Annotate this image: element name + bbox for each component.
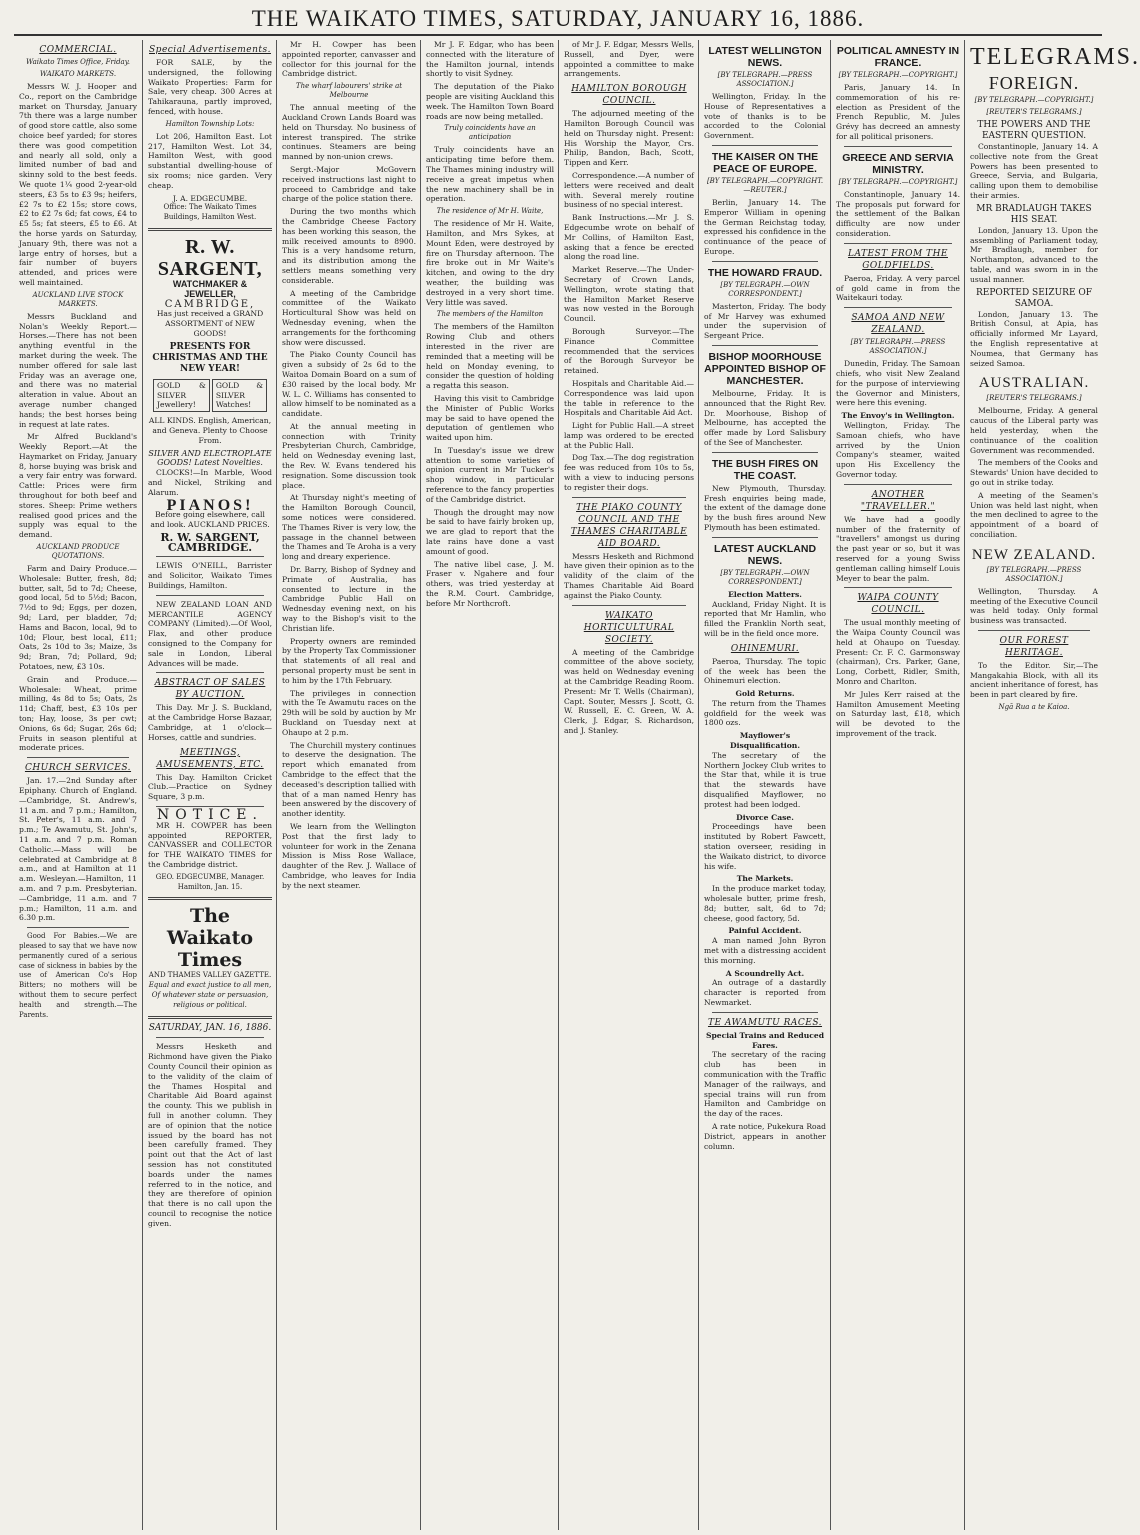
paragraph: In the produce market today, wholesale butter, prime fresh, 8d; butter, salt, 6d to 7d; cheese, good factory, 5d. [704, 884, 826, 923]
subheading: The Markets. [736, 874, 794, 884]
advert-headline: PRESENTS FOR CHRISTMAS AND THE NEW YEAR! [152, 341, 268, 374]
paragraph: Grain and Produce.—Wholesale: Wheat, prime milling, 4s 8d to 5s; Oats, 2s 11d; Chaff, best, £3 10s per ton; Hay, loose, 3s per cwt; Onions, 6s 6d; Sugar, 26s 6d; Fruits in season plentiful at moderate prices. [19, 674, 137, 753]
subheading: [BY TELEGRAPH.—COPYRIGHT.] [974, 96, 1094, 104]
subheading: [BY TELEGRAPH.—OWN CORRESPONDENT.] [720, 280, 810, 298]
subheading: Truly coincidents have an anticipation [444, 124, 536, 142]
advert-name: R. W. SARGENT, [157, 235, 263, 280]
divider [156, 1037, 264, 1038]
subheading: [BY TELEGRAPH.—COPYRIGHT.—REUTER.] [706, 176, 824, 194]
subheading: Special Trains and Reduced Fares. [705, 1030, 825, 1050]
column-borough-council [558, 40, 699, 1530]
section-heading: POLITICAL AMNESTY IN FRANCE. [836, 45, 960, 69]
section-heading: ANOTHER "TRAVELLER." [860, 489, 936, 512]
paragraph: Mr H. Cowper has been appointed reporter, canvasser and collector for this journal for the Cambridge district. [282, 40, 416, 79]
section-heading: THE BUSH FIRES ON THE COAST. [711, 457, 819, 482]
column-cables [830, 40, 965, 1530]
paragraph: An outrage of a dastardly character is reported from Newmarket. [704, 978, 826, 1007]
paragraph: Dr. Barry, Bishop of Sydney and Primate of Australia, has consented to lecture in the Cambridge Public Hall on Wednesday evening next, on his way to the Bishop's visit to the Christian life. [282, 565, 416, 633]
column-telegraph-news [698, 40, 831, 1530]
paragraph: Property owners are reminded by the Property Tax Commissioner that statements of all real and personal property must be sent in to him by the 17th February. [282, 636, 416, 685]
subheading: [BY TELEGRAPH.—PRESS ASSOCIATION.] [850, 338, 946, 356]
section-heading: SAMOA AND NEW ZEALAND. [851, 313, 945, 336]
divider [844, 307, 952, 308]
section-heading: LATEST AUCKLAND NEWS. [713, 542, 817, 567]
paragraph: Paeroa, Thursday. The topic of the week has been the Ohinemuri election. [704, 656, 826, 686]
subheading: The Envoy's in Wellington. [841, 411, 955, 421]
subheading: A Scoundrelly Act. [725, 968, 805, 978]
notice-text: MR H. COWPER has been appointed REPORTER, CANVASSER and COLLECTOR for THE WAIKATO TIMES for the Cambridge district. [148, 820, 272, 870]
paragraph: Borough Surveyor.—The Finance Committee recommended that the services of the Borough Surveyor be retained. [564, 326, 694, 376]
divider [844, 243, 952, 244]
divider [844, 484, 952, 485]
paragraph: During the two months which the Cambridge Cheese Factory has been working this season, the milk received amounts to 8900. This is a very handsome return, and its distribution among the settlers means something very considerable. [282, 207, 416, 285]
section-heading: MEETINGS, AMUSEMENTS, ETC. [156, 747, 264, 770]
advert-text: ALL KINDS. English, American, and Geneva. Plenty to Choose From. [148, 416, 272, 445]
new-zealand-heading: NEW ZEALAND. [971, 546, 1097, 563]
subheading: The members of the Hamilton [436, 310, 544, 319]
divider [156, 595, 264, 596]
paragraph: New Plymouth, Thursday. Fresh enquiries being made, the extent of the damage done by the bush fires around New Plymouth has been estimated. [704, 483, 826, 532]
section-heading: WAIKATO HORTICULTURAL SOCIETY. [583, 610, 675, 645]
divider [978, 630, 1090, 631]
advert-text: LEWIS O'NEILL, Barrister and Solicitor, Waikato Times Buildings, Hamilton. [148, 561, 272, 591]
advert-text: NEW ZEALAND LOAN AND MERCANTILE AGENCY COMPANY (Limited).—Of Wool, Flax, and other produce consigned to the Company for sale in London, Liberal Advances will be made. [148, 599, 272, 668]
paragraph: The Churchill mystery continues to deserve the designation. The report which emanated from Cambridge to the effect that the deceased's description tallied with that of a man named Henry has been answered by the discovery of another identity. [282, 740, 416, 819]
paragraph: This Day. Hamilton Cricket Club.—Practice on Sydney Square, 3 p.m. [148, 772, 272, 802]
advert-box: GOLD & SILVER Jewellery! [153, 379, 210, 412]
paragraph: A meeting of the Cambridge committee of the Waikato Horticultural Show was held on Wednesday evening, when the arrangements for the forthcoming show were discussed. [282, 288, 416, 347]
signature: J. A. EDGECUMBE. [172, 193, 248, 203]
subheading: Mayflower's Disqualification. [730, 731, 800, 751]
paragraph: Masterton, Friday. The body of Mr Harvey was exhumed under the supervision of Sergeant Price. [704, 301, 826, 341]
subheading: MR BRADLAUGH TAKES HIS SEAT. [976, 203, 1092, 225]
paragraph: Dog Tax.—The dog registration fee was reduced from 10s to 5s, with a view to inducing persons to register their dogs. [564, 453, 694, 492]
advert-box: GOLD & SILVER Watches! [212, 379, 267, 412]
divider [156, 672, 264, 673]
advert-headline: SILVER AND ELECTROPLATE GOODS! Latest Novelties. [148, 448, 272, 468]
advert-trade: WATCHMAKER & JEWELLER, [172, 278, 248, 299]
divider [572, 605, 686, 606]
advert-name: R. W. SARGENT, CAMBRIDGE. [160, 530, 260, 554]
paragraph: The deputation of the Piako people are visiting Auckland this week. The Hamilton Town Board roads are now being metalled. [426, 82, 554, 121]
paragraph: Dunedin, Friday. The Samoan chiefs, who visit New Zealand for the purpose of interviewing the Governor and Ministers, were here this evening. [836, 359, 960, 408]
column-advertisements [142, 40, 277, 1530]
paper-title: The Waikato Times [166, 905, 254, 972]
paragraph: Farm and Dairy Produce.—Wholesale: Butter, fresh, 8d; butter, salt, 5d to 7d; Cheese, good local, 5d to 5½d; Bacon, 7½d to 9d; Eggs, per dozen, 9d; Lard, per bladder, 7d; Hams and Bacon, local, 9d to 10d; Flour, best local, £11; Oats, 2s 10d to 3s; Maize, 3s 9d; Bran, 7d; Pollard, 9d; Potatoes, new, £3 10s. [19, 564, 137, 672]
section-heading: CHURCH SERVICES. [24, 763, 132, 774]
paper-motto: Equal and exact justice to all men, Of whatever state or persuasion, religious or political. [148, 981, 272, 1009]
paper-subtitle: AND THAMES VALLEY GAZETTE. [148, 971, 272, 980]
paragraph: In Tuesday's issue we drew attention to some varieties of opinion current in Mr Tucker's shop window, in particular reference to the fancy properties of the Cambridge district. [426, 445, 554, 504]
signature-address: Office: The Waikato Times Buildings, Hamilton West. [163, 203, 257, 222]
paragraph: We have had a goodly number of the fraternity of "travellers" amongst us during the past year or so, but it was reserved for a young Swiss gentleman calling himself Louis Meyer to bear the palm. [836, 514, 960, 583]
paragraph: The secretary of the Northern Jockey Club writes to the Star that, while it is true that the stewards have disqualified Mayflower, no protest had been lodged. [704, 750, 826, 809]
paragraph: Hospitals and Charitable Aid.—Correspondence was laid upon the table in reference to the Hospitals and Charitable Aid Act. [564, 378, 694, 418]
subheading: REPORTED SEIZURE OF SAMOA. [975, 287, 1092, 309]
paragraph: To the Editor. Sir,—The Mangakahia Block, with all its ancient inheritance of forest, has been in part cleared by fire. [970, 660, 1098, 700]
subheading: [REUTER'S TELEGRAMS.] [986, 108, 1082, 116]
paragraph: Auckland, Friday Night. It is reported that Mr Hamlin, who filled the Franklin North seat, will be in the field once more. [704, 599, 826, 638]
paragraph: This Day. Mr J. S. Buckland, at the Cambridge Horse Bazaar, Cambridge, at 1 o'clock—Horses, cattle and sundries. [148, 703, 272, 742]
section-heading: ABSTRACT OF SALES BY AUCTION. [154, 678, 266, 701]
subheading: The wharf labourers' strike at Melbourne [295, 82, 403, 100]
leader-dateline: SATURDAY, JAN. 16, 1886. [148, 1022, 272, 1033]
paragraph: A meeting of the Seamen's Union was held last night, when the men declined to agree to the appointment of a board of conciliation. [970, 490, 1098, 539]
paragraph: A meeting of the Cambridge committee of the above society, was held on Wednesday evening at the Cambridge Reading Room. Present: Mr T. Wells (Chairman), Capt. Souter, Messrs J. Scott, G. W. Russell, E. C. Green, W. A. Clerk, J. Edgar, S. Richardson, and J. Stanley. [564, 647, 694, 736]
paragraph: of Mr J. F. Edgar, Messrs Wells, Russell, and Dyer, were appointed a committee to make arrangements. [564, 40, 694, 79]
paragraph: The members of the Cooks and Stewards' Union have decided to go out in strike today. [970, 458, 1098, 487]
paragraph: Paris, January 14. In commemoration of his re-election as President of the French Republic, M. Jules Grévy has decreed an amnesty for all political prisoners. [836, 83, 960, 141]
subheading: Divorce Case. [736, 812, 794, 822]
section-heading: LATEST WELLINGTON NEWS. [708, 45, 822, 69]
divider [712, 261, 818, 262]
advert-text: Has just received a GRAND ASSORTMENT of NEW GOODS! [156, 309, 264, 338]
section-heading: OUR FOREST HERITAGE. [999, 635, 1069, 658]
section-heading: HAMILTON BOROUGH COUNCIL. [571, 84, 687, 107]
divider [572, 497, 686, 498]
subheading: [REUTER'S TELEGRAMS.] [986, 394, 1082, 403]
paragraph: We learn from the Wellington Post that the first lady to volunteer for work in the Zenana Mission is Miss Rose Wallace, daughter of the Rev. J. Wallace of Cambridge, who leaves for India by the next steamer. [282, 821, 416, 890]
dateline: Waikato Times Office, Friday. [26, 58, 130, 66]
section-heading: Special Advertisements. [149, 45, 271, 55]
paragraph: The Piako County Council has given a subsidy of 2s 6d to the Waitoa Domain Board on a sum of £30 raised by the local body. Mr W. L. C. Williams has consented to allow himself to be nominated as a candidate. [282, 350, 416, 419]
paragraph: Constantinople, January 14. The proposals put forward for the settlement of the Balkan difficulty are now under consideration. [836, 189, 960, 238]
divider [712, 452, 818, 453]
paragraph: The secretary of the racing club has been in communication with the Traffic Manager of the railways, and special trains will run from Hamilton and Cambridge on the day of the races. [704, 1050, 826, 1119]
signature: GEO. EDGECUMBE, Manager. Hamilton, Jan. 15. [155, 872, 265, 891]
subheading: Election Matters. [728, 589, 802, 599]
paragraph: The privileges in connection with the Te Awamutu races on the 29th will be sold by auction by Mr Buckland on Tuesday next at Ohaupo at 2 p.m. [282, 688, 416, 737]
paragraph: Melbourne, Friday. It is announced that the Right Rev. Dr. Moorhouse, Bishop of Melbourne, has accepted the offer made by Lord Salisbury of the See of Manchester. [704, 388, 826, 447]
paragraph: Though the drought may now be said to have fairly broken up, we are glad to report that the late rains have done a vast amount of good. [426, 507, 554, 556]
column-local-news-2 [420, 40, 559, 1530]
advert-headline: PIANOS! [166, 496, 254, 514]
section-heading: WAIPA COUNTY COUNCIL. [857, 593, 939, 616]
section-heading: THE PIAKO COUNTY COUNCIL AND THE THAMES CHARITABLE AID BOARD. [570, 502, 688, 549]
paragraph: Wellington, Friday. The Samoan chiefs, who have arrived by the Union Company's steamer, waited upon His Excellency the Governor today. [836, 420, 960, 479]
paragraph: The members of the Hamilton Rowing Club and others interested in the river are reminded that a meeting will be held on Monday evening, to consider the question of holding a regatta this season. [426, 322, 554, 391]
divider [148, 897, 272, 900]
paragraph: Messrs Buckland and Nolan's Weekly Report.—Horses.—There has not been anything eventful in the market during the week. The number offered for sale last Friday was an average one, and there was no material alteration in value. About an average number changed hands; the best horses being in request at late rates. [19, 311, 137, 429]
paragraph: Constantinople, January 14. A collective note from the Great Powers has been presented to Greece, Servia, and Bulgaria, calling upon them to demobilise their armies. [970, 142, 1098, 200]
paragraph: Jan. 17.—2nd Sunday after Epiphany. Church of England.—Cambridge, St. Andrew's, 11 a.m. and 7 p.m.; Hamilton, St. Peter's, 11 a.m. and 7 p.m.; Te Awamutu, St. John's, 11 a.m. and 7 p.m. Roman Catholic.—Mass will be celebrated at Cambridge at 8 a.m., and at Hamilton at 11 a.m. Wesleyan.—Hamilton, 11 a.m. and 7 p.m. Presbyterian.—Cambridge, 11 a.m. and 7 p.m.; Hamilton, 11 a.m. and 6.30 p.m. [19, 776, 137, 923]
section-heading: BISHOP MOORHOUSE APPOINTED BISHOP OF MANCHESTER. [704, 350, 826, 387]
masthead-rule [14, 34, 1102, 36]
paragraph: Messrs W. J. Hooper and Co., report on the Cambridge market on Thursday, January 7th there was a large number of good store cattle, also some choice beef yarded; for stores there was good competition and nearly all sold, only a limited number of bad and skinny sold to the best feeds. We quote 1¼ good 2-year-old steers, £3 5s to £3 9s; heifers, £2 7s to £2 15s; store cows, £2 to £2 7s 6d; fat cows, £4 to £5 5s; fat steers, £5 to £6. At the horse yards on Saturday, January 9th, there was not a large entry of horses, but a fair number of buyers attended, and prices were well maintained. [19, 82, 137, 287]
paragraph: The usual monthly meeting of the Waipa County Council was held at Ohaupo on Tuesday. Present: Cr. F. C. Garmonsway (chairman), Crs. Parker, Gane, Long, Corbett, Ridler, Smith, Monro and Charlton. [836, 618, 960, 687]
section-heading: TE AWAMUTU RACES. [707, 1017, 823, 1028]
subheading: [BY TELEGRAPH.—PRESS ASSOCIATION.] [986, 565, 1082, 583]
section-heading: THE KAISER ON THE PEACE OF EUROPE. [711, 150, 819, 175]
divider [148, 1016, 272, 1019]
column-local-news [276, 40, 421, 1530]
paragraph: Having this visit to Cambridge the Minister of Public Works may be said to have opened the deputation of gentlemen who waited upon him. [426, 393, 554, 443]
paragraph: Messrs Hesketh and Richmond have given their opinion as to the validity of the claim of the Thames Charitable Aid Board against the Piako County. [564, 551, 694, 600]
paragraph: Sergt.-Major McGovern received instructions last night to proceed to Cambridge and take charge of the police station there. [282, 164, 416, 204]
subheading: AUCKLAND LIVE STOCK MARKETS. [32, 290, 124, 308]
paragraph: Berlin, January 14. The Emperor William in opening the German Reichstag today, expressed his confidence in the continuance of the peace of Europe. [704, 197, 826, 256]
subheading: [BY TELEGRAPH.—OWN CORRESPONDENT.] [720, 568, 810, 586]
divider [712, 145, 818, 146]
divider [27, 927, 129, 928]
subheading: WAIKATO MARKETS. [39, 70, 117, 78]
paragraph: Proceedings have been instituted by Robert Fawcett, station overseer, residing in the Waikato district, to divorce his wife. [704, 822, 826, 871]
paragraph: The return from the Thames goldfield for the week was 1800 ozs. [704, 698, 826, 728]
telegrams-heading: TELEGRAMS. [970, 44, 1140, 70]
paragraph: Mr J. F. Edgar, who has been connected with the literature of the Hamilton journal, intends shortly to visit Sydney. [426, 40, 554, 79]
subheading: Gold Returns. [735, 689, 795, 699]
paragraph: Paeroa, Friday. A very parcel of gold came in from the Waitekauri today. [836, 273, 960, 303]
foreign-heading: FOREIGN. [988, 73, 1080, 93]
divider [712, 345, 818, 346]
divider [712, 1012, 818, 1013]
advert-text: Before going elsewhere, call and look. AUCKLAND PRICES. [150, 510, 270, 530]
section-heading: LATEST FROM THE GOLDFIELDS. [848, 248, 948, 271]
paragraph: Truly coincidents have an anticipating time before them. The Thames mining industry will receive a great impetus when the new machinery shall be in operation. [426, 145, 554, 204]
leader-paragraph: Messrs Hesketh and Richmond have given the Piako County Council their opinion as to the validity of the claim of the Thames Hospital and Charitable Aid Board against the county. This we publish in full in another column. They are of opinion that the notice issued by the board has not been carefully framed. They point out that the Act of last session has not constituted boards under the names referred to in the notice, and they are therefore of opinion that there is no call upon the council to recognise the notice given. [148, 1042, 272, 1228]
paragraph: Mr Jules Kerr raised at the Hamilton Amusement Meeting on Saturday last, £18, which will be devoted to the improvement of the track. [836, 689, 960, 739]
paragraph: A man named John Byron met with a distressing accident this morning. [704, 936, 826, 965]
divider [712, 537, 818, 538]
subheading: [BY TELEGRAPH.—PRESS ASSOCIATION.] [717, 71, 813, 88]
paragraph: Mr Alfred Buckland's Weekly Report.—At the Haymarket on Friday, January 8, horse buying was brisk and a very fair entry was forward. Cattle: Prices were firm throughout for both beef and stores. Sheep: Prime wethers realised good prices and the supply was equal to the demand. [19, 432, 137, 540]
masthead: THE WAIKATO TIMES, SATURDAY, JANUARY 16, 1886. [251, 6, 865, 31]
section-heading: COMMERCIAL. [39, 45, 117, 55]
paragraph: At Thursday night's meeting of the Hamilton Borough Council, some notices were considered. The Thames River is very low, the passage in the channel between the Thames and Te Aroha is a very long and dreary experience. [282, 493, 416, 562]
advert-text: FOR SALE, by the undersigned, the following Waikato Properties: Farm for Sale, very cheap. 300 Acres at Tahikarauna, partly improved, fenced, with house. [148, 58, 272, 116]
subheading: AUCKLAND PRODUCE QUOTATIONS. [36, 543, 120, 561]
subheading: The residence of Mr H. Waite, [436, 207, 544, 216]
paragraph: London, January 13. Upon the assembling of Parliament today, Mr Bradlaugh, member for Northampton, advanced to the table, and was sworn in in the usual manner. [970, 225, 1098, 284]
paragraph: The adjourned meeting of the Hamilton Borough Council was held on Thursday night. Present: His Worship the Mayor, Crs. Philip, Bandon, Bach, Scott, Tippen and Kerr. [564, 109, 694, 168]
paragraph: Correspondence.—A number of letters were received and dealt with. Several merely routine business of no special interest. [564, 170, 694, 210]
column-telegrams [964, 40, 1140, 1530]
australian-heading: AUSTRALIAN. [978, 375, 1090, 392]
paragraph: Market Reserve.—The Under-Secretary of Crown Lands, Wellington, wrote stating that the Hamilton Market Reserve was now vested in the Borough Council. [564, 265, 694, 324]
section-heading: GREECE AND SERVIA MINISTRY. [842, 151, 954, 176]
paragraph: A rate notice, Pukekura Road District, appears in another column. [704, 1121, 826, 1151]
paragraph: Melbourne, Friday. A general caucus of the Liberal party was held yesterday, when the continuance of the coalition Government was recommended. [970, 406, 1098, 455]
paragraph: Wellington, Friday. In the House of Representatives a vote of thanks is to be accorded to the Colonial Government. [704, 92, 826, 141]
subheading: Hamilton Township Lots: [165, 119, 255, 128]
paragraph: At the annual meeting in connection with Trinity Presbyterian Church, Cambridge, held on Wednesday evening last, the Rev. W. Evans tendered his resignation. Some discussion took place. [282, 421, 416, 490]
paragraph: Good For Babies.—We are pleased to say that we have now permanently cured of a serious case of sickness in babies by the use of American Co's Hop Bitters; no mothers will be without them to secure perfect health and strength.—The Parents. [19, 932, 137, 1019]
paragraph: The residence of Mr H. Waite, Hamilton, and Mrs Sykes, at Mount Eden, were destroyed by fire on Thursday afternoon. The fire broke out in Mr Waite's kitchen, and owing to the dry weather, the building was destroyed in a very short time. Very little was saved. [426, 219, 554, 307]
divider [844, 587, 952, 588]
paragraph: The native libel case, J. M. Fraser v. Ngahere and four others, was tried yesterday at the R.M. Court. Cambridge, before Mr Northcroft. [426, 559, 554, 608]
section-heading: OHINEMURI. [730, 643, 800, 654]
paragraph: The annual meeting of the Auckland Crown Lands Board was held on Thursday. No business of interest transpired. The strike continues. Steamers are being manned by non-union crews. [282, 103, 416, 162]
divider [27, 757, 129, 758]
paragraph: Bank Instructions.—Mr J. S. Edgecumbe wrote on behalf of Mr Collins, of Hamilton East, asking that a fence be erected along the road line. [564, 213, 694, 262]
section-heading: THE HOWARD FRAUD. [707, 266, 823, 279]
subheading: [BY TELEGRAPH.—COPYRIGHT.] [838, 177, 958, 186]
column-commercial [14, 40, 142, 1530]
advert-text: CLOCKS!—In Marble, Wood and Nickel, Striking and Alarum. [148, 468, 272, 497]
subheading: Painful Accident. [728, 926, 802, 936]
subheading: [BY TELEGRAPH.—COPYRIGHT.] [838, 71, 958, 79]
advert-town: CAMBRIDGE, [164, 298, 256, 310]
divider [148, 228, 272, 231]
divider [844, 146, 952, 147]
paragraph: London, January 13. The British Consul, at Apia, has officially informed Mr Layard, the English representative at Noumea, that Germany has seized Samoa. [970, 309, 1098, 368]
notice-heading: NOTICE. [157, 807, 263, 824]
advert-text: Lot 206, Hamilton East. Lot 217, Hamilton West. Lot 34, Hamilton West, with good substantial dwelling-house of six rooms; nice garden. Very cheap. [148, 131, 272, 190]
paragraph: Wellington, Thursday. A meeting of the Executive Council was held today. Only formal business was transacted. [970, 586, 1098, 626]
divider [156, 556, 264, 557]
signature: Ngā Rua a te Kaioa. [998, 703, 1070, 712]
paragraph: Light for Public Hall.—A street lamp was ordered to be erected at the Public Hall. [564, 421, 694, 450]
subheading: THE POWERS AND THE EASTERN QUESTION. [977, 120, 1091, 141]
